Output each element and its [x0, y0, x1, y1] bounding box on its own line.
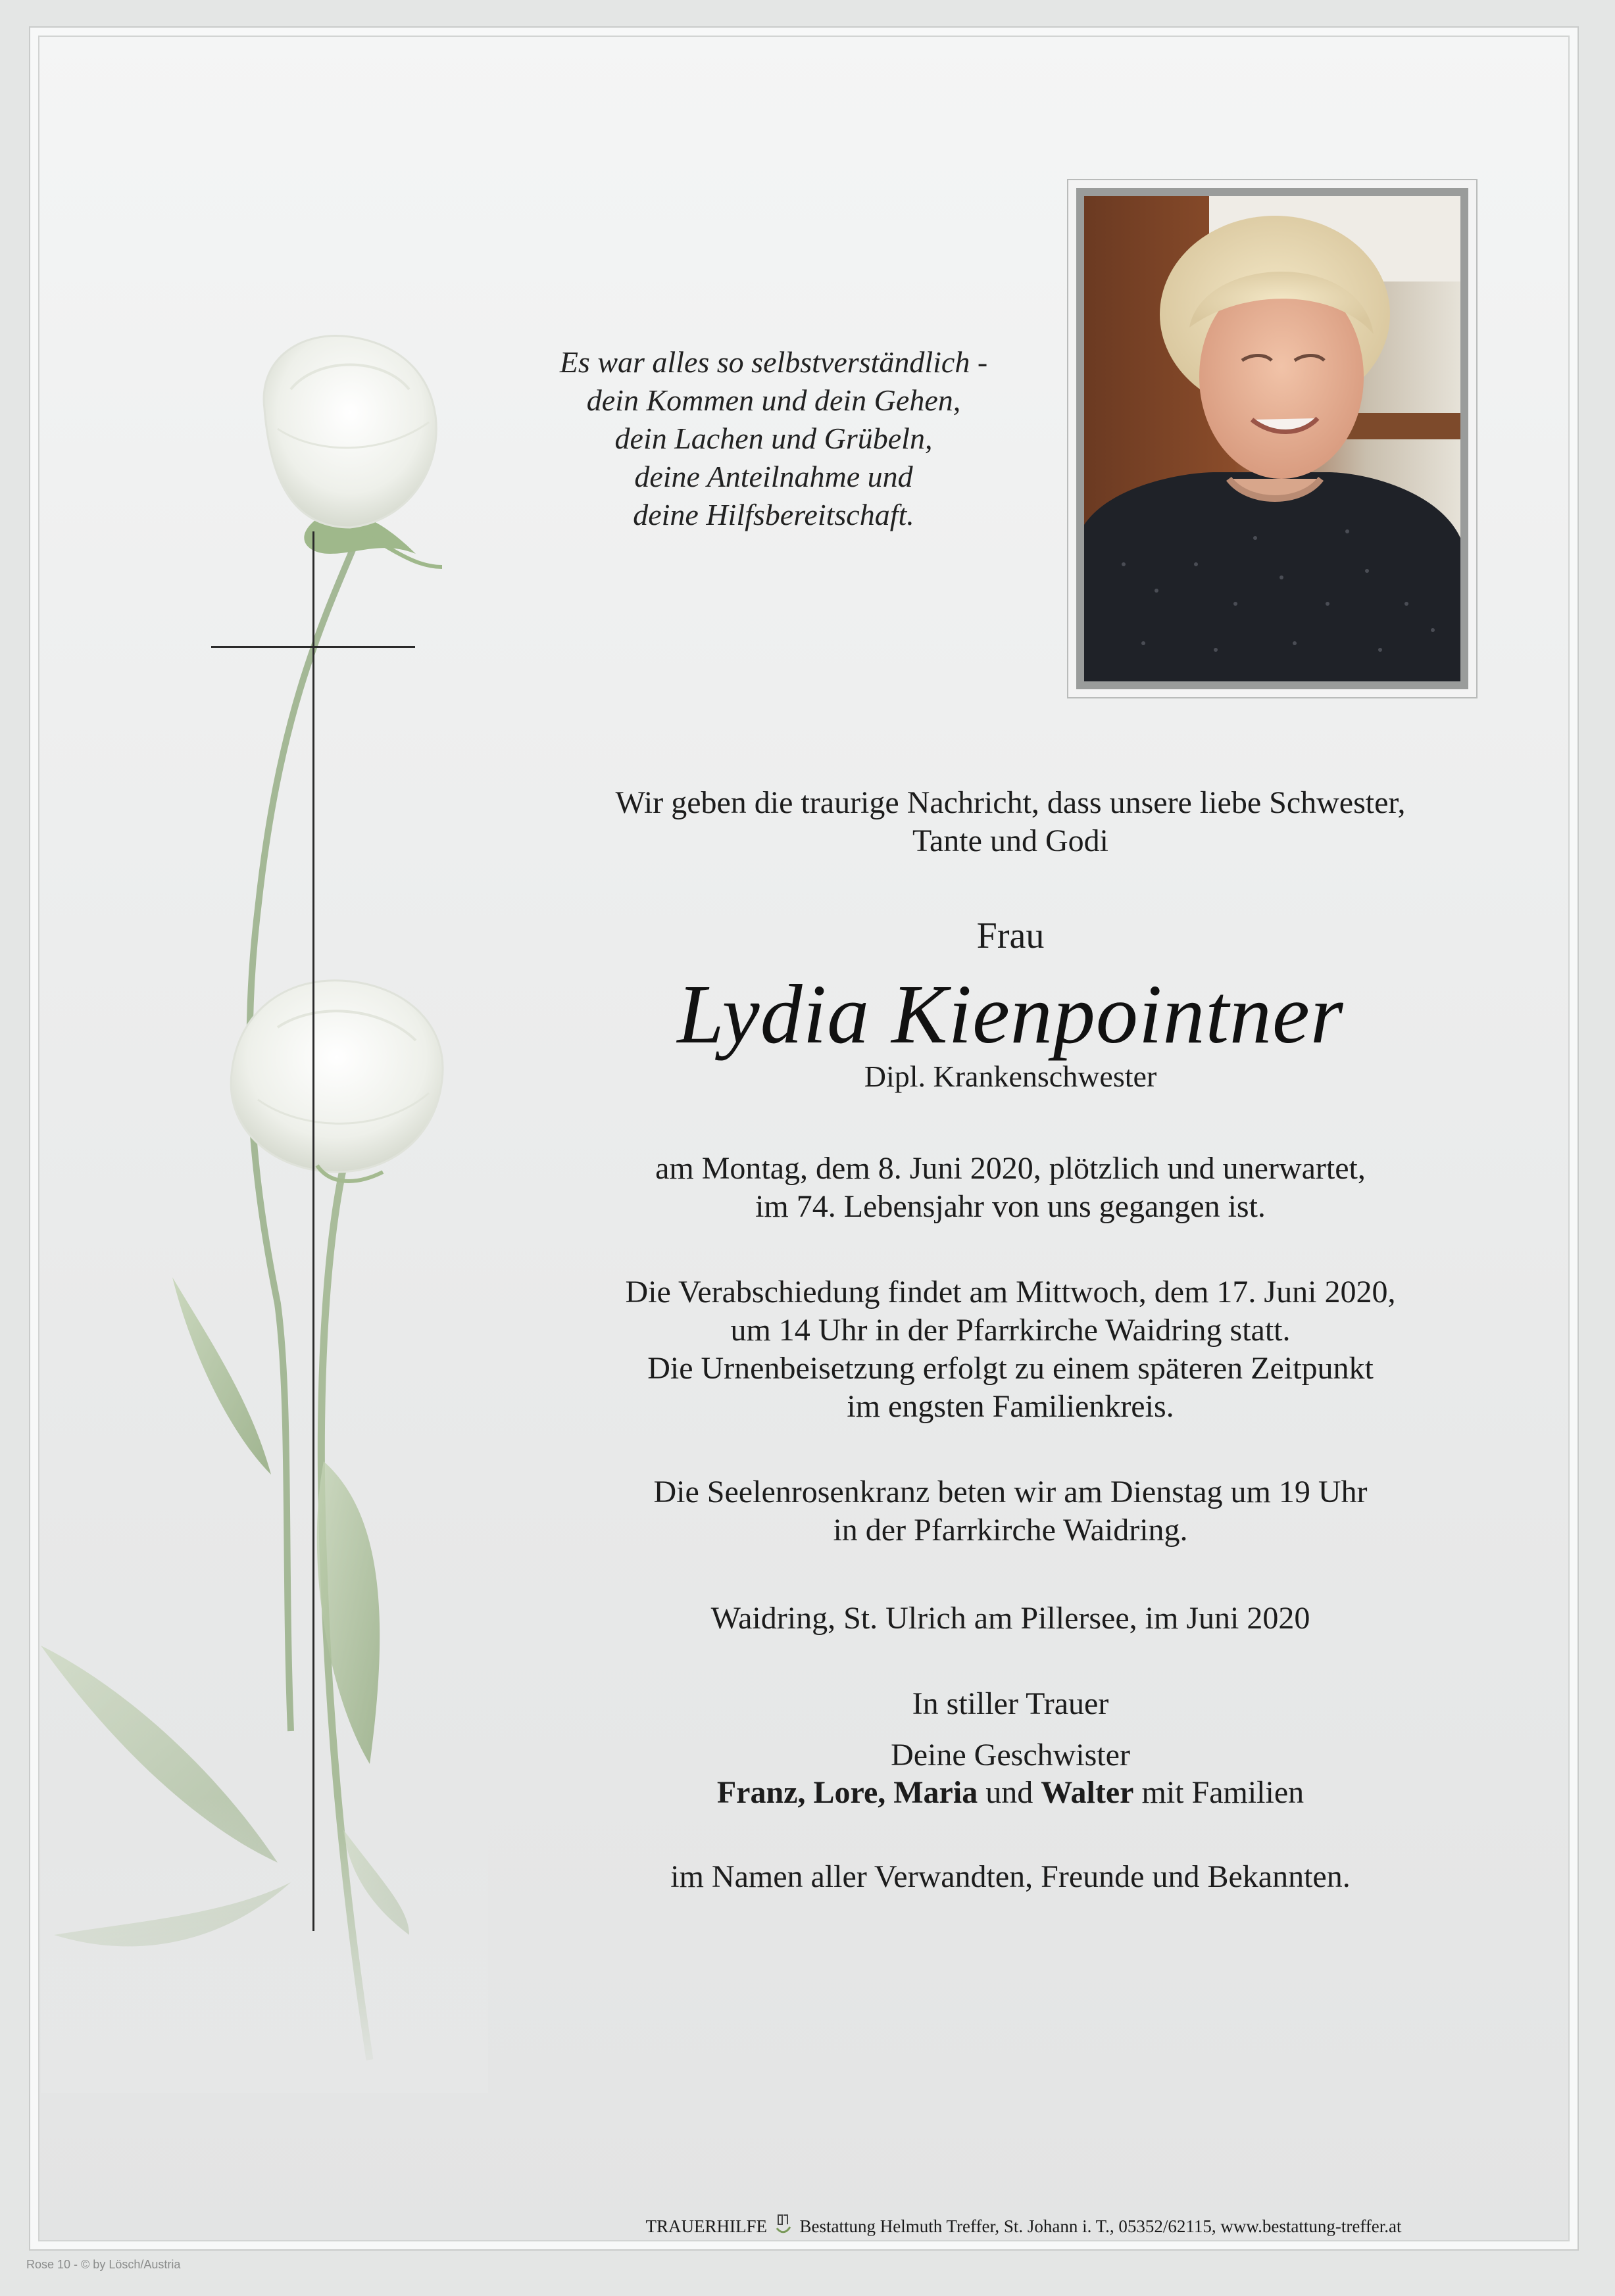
memorial-poem — [504, 343, 1043, 534]
farewell-line: Die Verabschiedung findet am Mittwoch, dem 17. Juni 2020, — [625, 1275, 1396, 1309]
cross-horizontal — [211, 646, 415, 648]
obituary-card — [29, 26, 1579, 2251]
farewell-line: um 14 Uhr in der Pfarrkirche Waidring statt. — [730, 1313, 1291, 1348]
sibling-name: Walter — [1041, 1775, 1134, 1810]
intro-line: Wir geben die traurige Nachricht, dass unsere liebe Schwester, — [615, 785, 1406, 820]
poem-line: deine Hilfsbereitschaft. — [633, 498, 914, 531]
death-line: im 74. Lebensjahr von uns gegangen ist. — [755, 1189, 1266, 1224]
farewell-details — [570, 1273, 1451, 1426]
rosary-details — [570, 1473, 1451, 1550]
place-date: Waidring, St. Ulrich am Pillersee, im Juni 2020 — [710, 1601, 1310, 1636]
mourning-line: In stiller Trauer — [912, 1686, 1109, 1721]
family-label: Deine Geschwister — [891, 1738, 1130, 1772]
footer-brand: TRAUERHILFE — [645, 2216, 767, 2236]
farewell-line: Die Urnenbeisetzung erfolgt zu einem späteren Zeitpunkt — [647, 1351, 1374, 1386]
deceased-name: Lydia Kienpointner — [677, 967, 1344, 1061]
portrait-frame — [1067, 179, 1478, 698]
closing-line: im Namen aller Verwandten, Freunde und Bekannten. — [670, 1859, 1351, 1894]
sibling-name: Maria — [893, 1775, 978, 1810]
poem-line: Es war alles so selbstverständlich - — [559, 345, 988, 379]
portrait-photo — [1084, 196, 1460, 681]
farewell-line: im engsten Familienkreis. — [847, 1389, 1174, 1424]
siblings-line — [570, 1774, 1451, 1812]
rosary-line: in der Pfarrkirche Waidring. — [833, 1513, 1188, 1548]
sibling-suffix: mit Familien — [1141, 1775, 1304, 1810]
funeral-home-footer — [603, 2212, 1445, 2241]
death-notice — [570, 1150, 1451, 1226]
rose-illustration — [41, 317, 488, 2093]
sibling-name: Lore, — [813, 1775, 886, 1810]
cross-vertical — [312, 531, 314, 1931]
portrait-mat — [1076, 188, 1468, 689]
death-line: am Montag, dem 8. Juni 2020, plötzlich und unerwartet, — [655, 1151, 1366, 1186]
image-credit: Rose 10 - © by Lösch/Austria — [26, 2258, 181, 2271]
salutation: Frau — [976, 916, 1045, 956]
rosary-line: Die Seelenrosenkranz beten wir am Dienstag um 19 Uhr — [653, 1475, 1368, 1509]
poem-line: dein Kommen und dein Gehen, — [586, 383, 961, 417]
sibling-conjunction: und — [985, 1775, 1033, 1810]
poem-line: dein Lachen und Grübeln, — [614, 422, 933, 455]
deceased-profession: Dipl. Krankenschwester — [864, 1060, 1157, 1093]
poem-line: deine Anteilnahme und — [634, 460, 913, 493]
intro-line: Tante und Godi — [912, 823, 1108, 858]
announcement-intro — [570, 784, 1451, 860]
sibling-name: Franz, — [716, 1775, 806, 1810]
trauerhilfe-logo-icon — [774, 2212, 791, 2241]
footer-details: Bestattung Helmuth Treffer, St. Johann i. T., 05352/62115, www.bestattung-treffer.at — [799, 2216, 1402, 2236]
